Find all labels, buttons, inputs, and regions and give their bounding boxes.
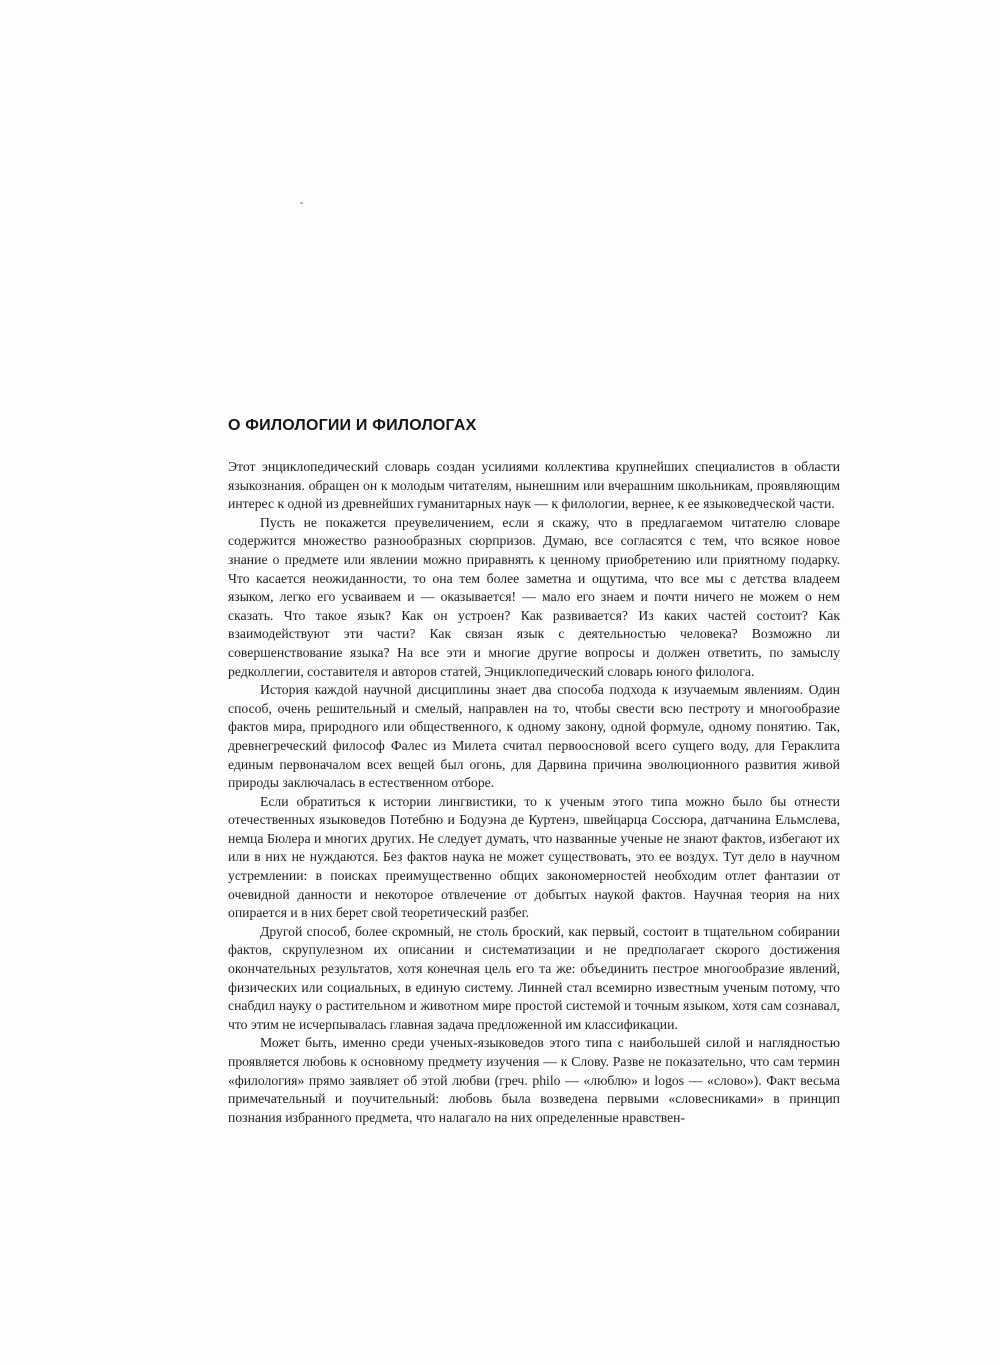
paragraph-4: Если обратиться к истории лингвистики, то к ученым этого типа можно было бы отнести отечественных языковедов Потебню и Бодуэна де Куртенэ, швейцарца Соссюра, датчанина Ельмслева, немца Бюлера и многих других. Не следует думать, что названные ученые не знают фактов, избегают их или в них не нуждаются. Без фактов наука не может существовать, это ее воздух. Тут дело в научном устремлении: в поисках преимущественно общих закономерностей необходим отлет фантазии от очевидной данности и некоторое отвлечение от добытых наукой фактов. Научная теория на них опирается и в них берет свой теоретический разбег. bbox=[228, 793, 840, 921]
page-title: О ФИЛОЛОГИИ И ФИЛОЛОГАХ bbox=[228, 417, 477, 434]
paragraph-1: Этот энциклопедический словарь создан усилиями коллектива крупнейших специалистов в области языкознания. обращен он к молодым читателям, нынешним или вчерашним школьникам, проявляющим интерес к одной из древнейших гуманитарных наук — к филологии, вернее, к ее языковедческой части. bbox=[228, 459, 840, 512]
paragraph-6: Может быть, именно среди ученых-языковедов этого типа с наибольшей силой и наглядностью проявляется любовь к основному предмету изучения — к Слову. Разве не показательно, что сам термин «филология» прямо заявляет об этой любви (греч. philo — «люблю» и logos — «слово»). Факт весьма примечательный и поучительный: любовь была возведена первыми «словесниками» в принцип познания избранного предмета, что налагало на них определенные нравствен- bbox=[228, 1035, 840, 1125]
article bbox=[228, 416, 840, 1127]
scan-speck bbox=[300, 202, 303, 204]
paragraph-5: Другой способ, более скромный, не столь броский, как первый, состоит в тщательном собирании фактов, скрупулезном их описании и систематизации и не предполагает скорого достижения окончательных результатов, хотя конечная цель его та же: объединить пестрое многообразие явлений, физических или социальных, в единую систему. Линней стал всемирно известным ученым потому, что снабдил науку о растительном и животном мире простой системой и точным языком, хотя сам сознавал, что этим не исчерпывалась главная задача предложенной им классификации. bbox=[228, 923, 840, 1032]
paragraph-3: История каждой научной дисциплины знает два способа подхода к изучаемым явлениям. Один способ, очень решительный и смелый, направлен на то, чтобы свести всю пестроту и многообразие фактов мира, природного или общественного, к одному закону, одной формуле, одному понятию. Так, древнегреческий философ Фалес из Милета считал первоосновой всего сущего воду, для Гераклита единым первоначалом всех вещей был огонь, для Дарвина причина эволюционного развития живой природы заключалась в естественном отборе. bbox=[228, 682, 840, 791]
paragraph-2: Пусть не покажется преувеличением, если я скажу, что в предлагаемом читателю словаре содержится множество разнообразных сюрпризов. Думаю, все согласятся с тем, что всякое новое знание о предмете или явлении можно приравнять к ценному приобретению или приятному подарку. Что касается неожиданности, то она тем более заметна и ощутима, что все мы с детства владеем языком, легко его усваиваем и — оказывается! — мало его знаем и почти ничего не можем о нем сказать. Что такое язык? Как он устроен? Как развивается? Из каких частей состоит? Как взаимодействуют эти части? Как связан язык с деятельностью человека? Возможно ли совершенствование языка? На все эти и многие другие вопросы и должен ответить, по замыслу редколлегии, составителя и авторов статей, Энциклопедический словарь юного филолога. bbox=[228, 514, 840, 679]
